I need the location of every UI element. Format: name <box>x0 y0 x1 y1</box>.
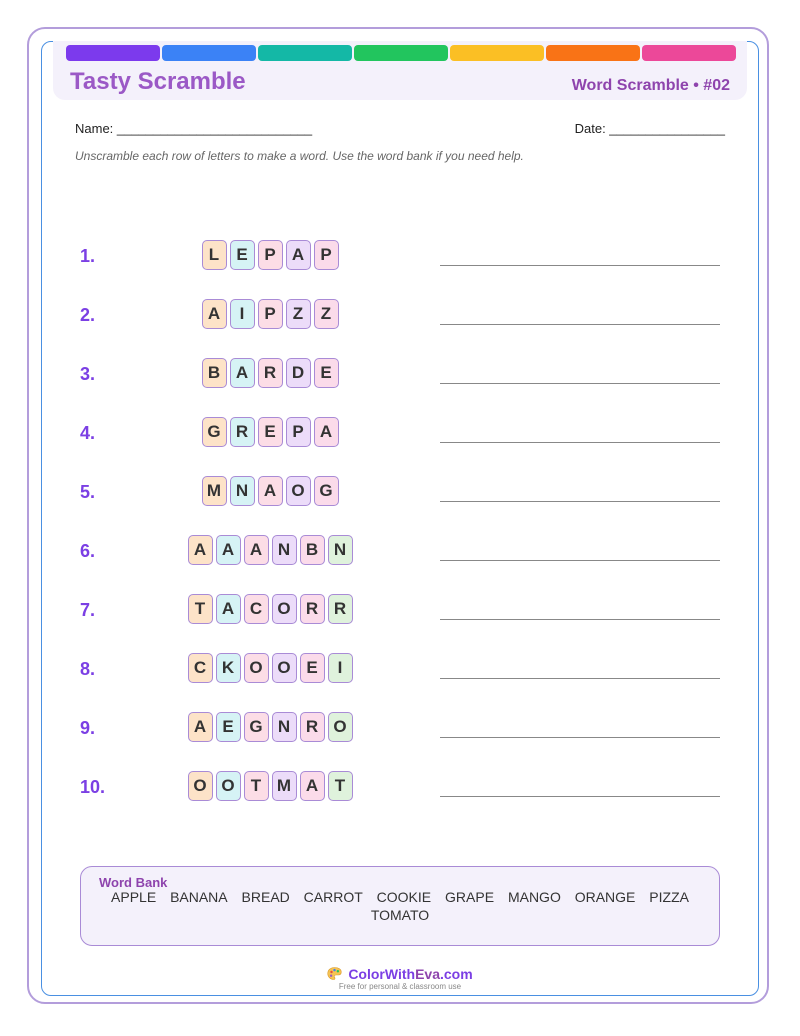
letter-tile: E <box>314 358 339 388</box>
puzzle-row <box>0 297 800 337</box>
letter-tile: M <box>272 771 297 801</box>
answer-line[interactable] <box>440 324 720 325</box>
letter-tile: E <box>216 712 241 742</box>
word-bank-words <box>101 888 699 924</box>
puzzle-number: 3. <box>80 364 96 384</box>
answer-line[interactable] <box>440 678 720 679</box>
footer-brand-color: Color <box>348 966 385 982</box>
name-field: Name: ___________________________ <box>75 121 313 136</box>
letter-tile: O <box>188 771 213 801</box>
inner-border <box>41 41 759 996</box>
puzzle-number: 10. <box>80 777 106 797</box>
word-bank-word: COOKIE <box>376 889 432 905</box>
letter-tile: O <box>216 771 241 801</box>
letter-tile: Z <box>286 299 311 329</box>
word-bank-word: CARROT <box>303 889 363 905</box>
answer-line[interactable] <box>440 560 720 561</box>
letter-tile: O <box>328 712 353 742</box>
letter-tile: P <box>286 417 311 447</box>
puzzle-row <box>0 474 800 514</box>
letter-tile: G <box>314 476 339 506</box>
answer-line[interactable] <box>440 442 720 443</box>
rainbow-segment <box>258 45 352 61</box>
letter-tile: A <box>258 476 283 506</box>
footer-tagline: Free for personal & classroom use <box>338 982 462 991</box>
puzzle-row <box>0 769 800 809</box>
date-field: Date: ________________ <box>574 121 725 136</box>
word-bank-title: Word Bank <box>99 875 168 890</box>
word-bank-word: PIZZA <box>649 889 689 905</box>
letter-tile: O <box>272 653 297 683</box>
rainbow-bar <box>66 45 736 61</box>
word-bank-word: TOMATO <box>370 907 430 923</box>
answer-line[interactable] <box>440 796 720 797</box>
page-title: Tasty Scramble <box>70 68 246 95</box>
letter-tile: A <box>300 771 325 801</box>
letter-tile: P <box>314 240 339 270</box>
letter-tile: R <box>328 594 353 624</box>
letter-tile: N <box>328 535 353 565</box>
word-bank-word: MANGO <box>507 889 561 905</box>
word-bank <box>80 866 720 946</box>
letter-tile: P <box>258 299 283 329</box>
letter-tile: E <box>300 653 325 683</box>
palette-icon <box>327 966 342 981</box>
rainbow-segment <box>162 45 256 61</box>
letter-tile: N <box>230 476 255 506</box>
puzzle-number: 6. <box>80 541 96 561</box>
puzzle-number: 2. <box>80 305 96 325</box>
footer-brand-com: .com <box>440 966 473 982</box>
puzzle-row <box>0 356 800 396</box>
puzzle-row <box>0 651 800 691</box>
letter-tile: E <box>258 417 283 447</box>
word-bank-word: BREAD <box>241 889 290 905</box>
answer-line[interactable] <box>440 265 720 266</box>
letter-tile: N <box>272 712 297 742</box>
footer <box>0 966 800 991</box>
letter-tile: A <box>314 417 339 447</box>
letter-tile: T <box>188 594 213 624</box>
word-bank-word: APPLE <box>111 889 157 905</box>
puzzle-row <box>0 592 800 632</box>
puzzle-row <box>0 710 800 750</box>
letter-tile: N <box>272 535 297 565</box>
puzzle-row <box>0 415 800 455</box>
word-bank-word: BANANA <box>170 889 228 905</box>
rainbow-segment <box>354 45 448 61</box>
letter-tile: A <box>202 299 227 329</box>
letter-tile: A <box>286 240 311 270</box>
letter-tile: P <box>258 240 283 270</box>
word-bank-word: ORANGE <box>574 889 636 905</box>
letter-tile: I <box>328 653 353 683</box>
puzzle-number: 5. <box>80 482 96 502</box>
letter-tile: A <box>216 535 241 565</box>
puzzle-number: 1. <box>80 246 96 266</box>
answer-line[interactable] <box>440 501 720 502</box>
letter-tile: B <box>300 535 325 565</box>
rainbow-segment <box>642 45 736 61</box>
rainbow-segment <box>66 45 160 61</box>
rainbow-segment <box>546 45 640 61</box>
letter-tile: O <box>272 594 297 624</box>
footer-brand-with: With <box>384 966 416 982</box>
puzzle-number: 7. <box>80 600 96 620</box>
footer-brand <box>0 966 800 982</box>
letter-tile: C <box>244 594 269 624</box>
puzzle-number: 8. <box>80 659 96 679</box>
rainbow-segment <box>450 45 544 61</box>
letter-tile: T <box>328 771 353 801</box>
answer-line[interactable] <box>440 737 720 738</box>
letter-tile: I <box>230 299 255 329</box>
word-bank-word: GRAPE <box>445 889 495 905</box>
instructions: Unscramble each row of letters to make a word. Use the word bank if you need help. <box>75 149 524 163</box>
puzzle-row <box>0 238 800 278</box>
puzzle-row <box>0 533 800 573</box>
letter-tile: G <box>244 712 269 742</box>
letter-tile: Z <box>314 299 339 329</box>
answer-line[interactable] <box>440 619 720 620</box>
letter-tile: R <box>258 358 283 388</box>
letter-tile: L <box>202 240 227 270</box>
letter-tile: A <box>188 712 213 742</box>
letter-tile: C <box>188 653 213 683</box>
letter-tile: A <box>230 358 255 388</box>
letter-tile: D <box>286 358 311 388</box>
letter-tile: R <box>300 712 325 742</box>
puzzle-number: 9. <box>80 718 96 738</box>
footer-brand-eva: Eva <box>415 966 440 982</box>
letter-tile: A <box>244 535 269 565</box>
letter-tile: R <box>300 594 325 624</box>
letter-tile: E <box>230 240 255 270</box>
letter-tile: O <box>286 476 311 506</box>
letter-tile: M <box>202 476 227 506</box>
letter-tile: K <box>216 653 241 683</box>
letter-tile: A <box>188 535 213 565</box>
puzzle-number: 4. <box>80 423 96 443</box>
letter-tile: G <box>202 417 227 447</box>
letter-tile: A <box>216 594 241 624</box>
answer-line[interactable] <box>440 383 720 384</box>
page-subtitle: Word Scramble • #02 <box>571 77 730 94</box>
letter-tile: R <box>230 417 255 447</box>
letter-tile: T <box>244 771 269 801</box>
letter-tile: O <box>244 653 269 683</box>
letter-tile: B <box>202 358 227 388</box>
